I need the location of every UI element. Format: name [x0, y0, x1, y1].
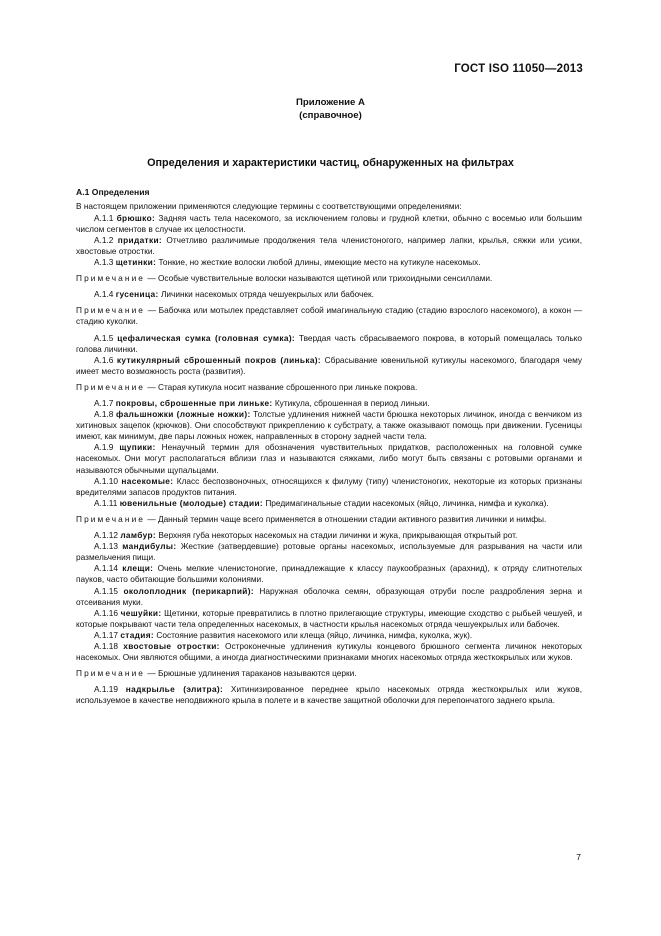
definition-term: ламбур: [120, 530, 157, 541]
definition-entry [76, 289, 582, 300]
definition-number: А.1.15 [94, 585, 118, 596]
note-paragraph [76, 273, 582, 284]
document-body [76, 187, 582, 706]
definition-number: А.1.10 [94, 475, 118, 486]
note-text: — Данный термин чаще всего применяется в отношении стадии активного развития личинки и нимфы. [147, 513, 547, 524]
subsection-heading: А.1 Определения [76, 187, 150, 197]
definition-term: брюшко: [116, 212, 156, 223]
definition-text: Класс беспозвоночных, относящихся к филуму (типу) членистоногих, некоторые из которых признаны вредителями запасов продуктов питания. [76, 475, 582, 497]
definition-term: щупики: [119, 442, 156, 453]
definition-entry [76, 213, 582, 235]
definition-entry [76, 257, 582, 268]
definition-term: чешуйки: [120, 607, 162, 618]
definition-text: Толстые удлинения нижней части брюшка некоторых личинок, иногда с венчиком из хитиновых зацепок (крючков). Они способствуют прикреплению к субстрату, а также оказывают помощь при движении. Гусеницы имеют, как минимум, две пары ложных ножек, направленных в сторону задней части тела. [76, 409, 582, 442]
note-label: Примечание [76, 668, 146, 679]
definition-number: А.1.5 [94, 332, 114, 343]
definition-number: А.1.13 [94, 541, 118, 552]
definitions-list [76, 213, 582, 707]
definition-number: А.1.4 [94, 289, 114, 300]
definition-number: А.1.18 [94, 640, 118, 651]
definition-entry [76, 608, 582, 630]
definition-term: хвостовые отростки: [123, 640, 220, 651]
definition-text: Сбрасывание ювенильной кутикулы насекомого, благодаря чему имеет место возможность роста (развития). [76, 354, 583, 376]
note-paragraph [76, 305, 582, 327]
definition-number: А.1.2 [94, 234, 114, 245]
definition-entry [76, 684, 582, 706]
definition-text: Задняя часть тела насекомого, за исключением головы и грудной клетки, обычно с восемью или большим числом сегментов в случае их целостности. [76, 212, 582, 234]
definition-term: придатки: [117, 234, 163, 245]
definition-number: А.1.12 [94, 530, 118, 541]
definition-text: Верхняя губа некоторых насекомых на стадии личинки и жука, прикрывающая открытый рот. [158, 530, 518, 541]
definition-text: Хитинизированное переднее крыло насекомых отряда жесткокрылых или жуков, используемое в качестве неподвижного крыла в полете и в качестве защитной оболочки для перепончатого заднего крыла. [76, 684, 582, 706]
definition-number: А.1.7 [94, 398, 114, 408]
definition-term: ювенильные (молодые) стадии: [119, 497, 264, 508]
definition-entry [76, 235, 582, 257]
note-paragraph [76, 514, 582, 525]
definition-term: гусеница: [115, 289, 159, 300]
note-text: — Старая кутикула носит название сброшенного при линьке покрова. [147, 381, 418, 392]
definition-text: Личинки насекомых отряда чешуекрылых или бабочек. [160, 289, 374, 300]
definition-text: Щетинки, которые превратились в плотно прилегающие структуры, имеющие сходство с рыбьей чешуей, и которые покрывают части тела определенных насекомых, в частности крылья насекомых отряда чешуекрылых или бабочек. [76, 607, 582, 629]
definition-text: Отчетливо различимые продолжения тела членистоногого, например лапки, крылья, сяжки или усики, хвостовые отростки. [76, 234, 583, 256]
page-number: 7 [576, 852, 581, 862]
note-paragraph [76, 668, 582, 679]
definition-entry [76, 530, 582, 541]
intro-paragraph: В настоящем приложении применяются следующие термины с соответствующими определениями: [76, 201, 462, 212]
definition-term: стадия: [120, 629, 155, 640]
definition-text: Состояние развития насекомого или клеща (яйцо, личинка, нимфа, куколка, жук). [156, 629, 473, 640]
definition-text: Жесткие (затвердевшие) ротовые органы насекомых, используемые для разрывания на части или размельчения пищи. [76, 541, 582, 563]
definition-entry [76, 586, 582, 608]
section-title: Определения и характеристики частиц, обнаруженных на фильтрах [147, 157, 514, 169]
definition-entry [76, 541, 582, 563]
definition-number: А.1.1 [94, 212, 114, 223]
definition-term: кутикулярный сброшенный покров (линька): [116, 354, 322, 365]
definition-entry [76, 398, 582, 409]
note-label: Примечание [76, 305, 146, 316]
definition-term: мандибулы: [122, 541, 177, 552]
definition-number: А.1.19 [94, 684, 118, 695]
definition-term: клещи: [122, 563, 154, 574]
appendix-title: Приложение А [296, 97, 365, 108]
definition-number: А.1.11 [94, 497, 118, 508]
note-paragraph [76, 382, 582, 393]
definition-number: А.1.6 [94, 354, 114, 365]
note-text: — Особые чувствительные волоски называются щетиной или трихоидными сенсиллами. [147, 273, 493, 284]
definition-term: цефалическая сумка (головная сумка): [117, 332, 296, 343]
definition-term: надкрылье (элитра): [125, 684, 224, 695]
definition-number: А.1.17 [94, 629, 118, 640]
definition-text: Тонкие, но жесткие волоски любой длины, имеющие место на кутикуле насекомых. [158, 257, 481, 268]
note-label: Примечание [76, 513, 146, 524]
definition-text: Наружная оболочка семян, образующая отруби после раздробления зерна и отсеивания муки. [76, 585, 582, 607]
definition-text: Ненаучный термин для обозначения чувствительных придатков, расположенных на головной сумке насекомых. Они могут располагаться вблизи глаз и называются сяжками, либо могут быть связаны с ротовыми органами и называются обычными щупальцами. [76, 442, 582, 475]
note-label: Примечание [76, 273, 146, 284]
definition-number: А.1.8 [94, 409, 114, 420]
definition-term: околоплодник (перикарпий): [123, 585, 254, 596]
definition-entry [76, 333, 582, 355]
definition-entry [76, 641, 582, 663]
definition-entry [76, 630, 582, 641]
definition-text: Твердая часть сбрасываемого покрова, в который помещалась только голова личинки. [76, 332, 582, 354]
definition-entry [76, 409, 582, 442]
note-text: — Брюшные удлинения тараканов называются церки. [147, 668, 357, 679]
definition-number: А.1.14 [94, 563, 118, 574]
definition-entry [76, 442, 582, 475]
definition-number: А.1.9 [94, 442, 114, 453]
definition-term: фальшножки (ложные ножки): [115, 409, 251, 420]
definition-text: Кутикула, сброшенная в период линьки. [274, 398, 430, 408]
note-label: Примечание [76, 381, 146, 392]
definition-term: покровы, сброшенные при линьке: [115, 398, 273, 408]
definition-entry [76, 476, 582, 498]
definition-term: щетинки: [115, 257, 157, 268]
note-text: — Бабочка или мотылек представляет собой имагинальную стадию (стадию взрослого насекомого), а кокон — стадию куколки. [76, 305, 582, 327]
definition-number: А.1.16 [94, 607, 118, 618]
definition-entry [76, 355, 582, 377]
appendix-heading [0, 96, 661, 122]
appendix-subtitle: (справочное) [299, 110, 362, 121]
definition-term: насекомые: [121, 475, 174, 486]
definition-text: Остроконечные удлинения кутикулы концевого брюшного сегмента личинок некоторых насекомых. Они являются общими, а иногда диагностическими признаками многих насекомых отряда жесткокрылых или жуков. [76, 640, 582, 663]
definition-entry [76, 563, 582, 585]
definition-text: Очень мелкие членистоногие, принадлежащие к классу паукообразных (арахнид), к отряду слитнотелых пауков, часто обитающие большими колониями. [76, 563, 582, 585]
definition-number: А.1.3 [94, 257, 114, 268]
definition-text: Предимагинальные стадии насекомых (яйцо, личинка, нимфа и куколка). [265, 497, 549, 508]
document-header: ГОСТ ISO 11050—2013 [454, 63, 583, 75]
definition-entry [76, 498, 582, 509]
